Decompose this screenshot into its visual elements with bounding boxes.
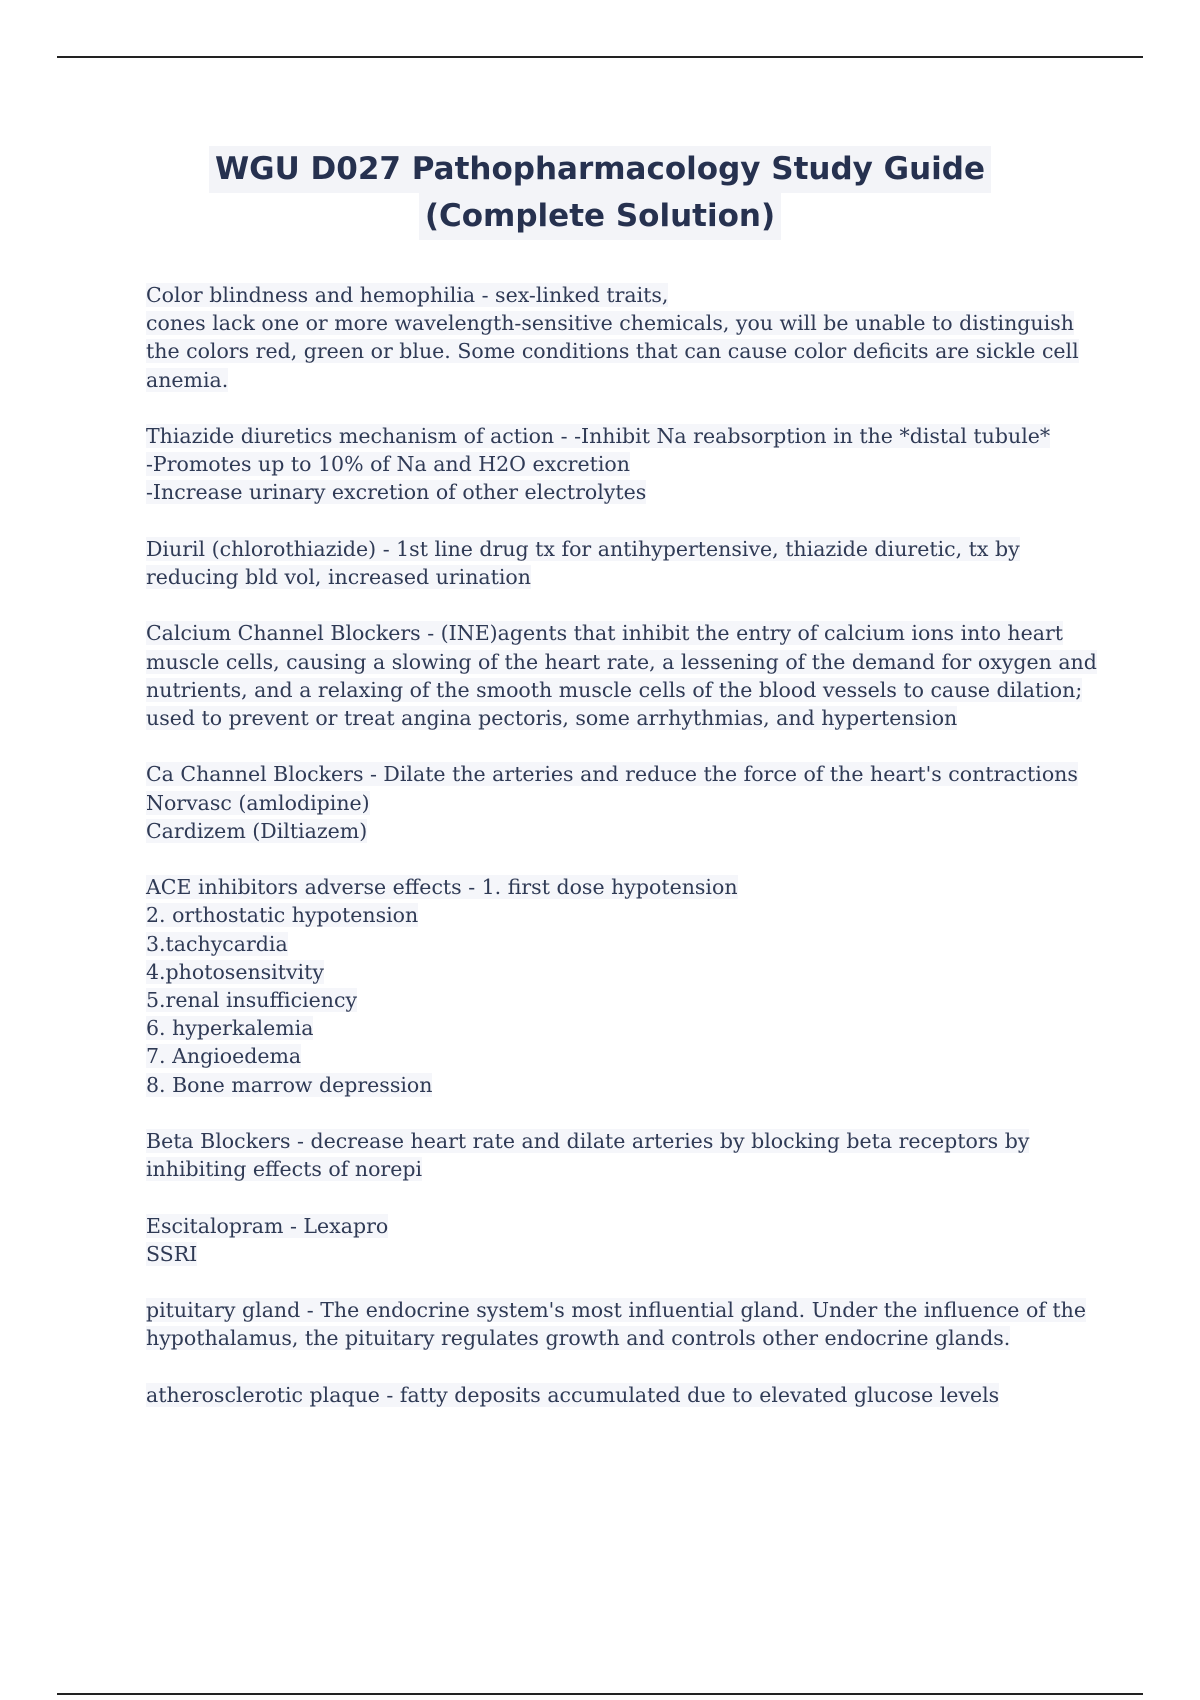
entry-line: 3.tachycardia — [146, 931, 288, 956]
entry-line: 7. Angioedema — [146, 1044, 302, 1069]
entry-color-blindness — [146, 281, 1079, 394]
entry-line: Thiazide diuretics mechanism of action - -Inhibit Na reabsorption in the *distal tubule* — [146, 424, 1051, 448]
entry-line: -Promotes up to 10% of Na and H2O excretion — [146, 452, 630, 477]
entry-line: 5.renal insufficiency — [146, 988, 358, 1012]
entry-line: Ca Channel Blockers - Dilate the arteries and reduce the force of the heart's contractions — [146, 762, 1078, 787]
entry-line: anemia. — [146, 367, 229, 392]
entry-line: atherosclerotic plaque - fatty deposits accumulated due to elevated glucose levels — [146, 1382, 1000, 1407]
entry-line: Norvasc (amlodipine) — [146, 790, 370, 815]
entry-atherosclerotic-plaque — [146, 1381, 1076, 1409]
header-rule — [57, 56, 1143, 58]
entry-diuril — [146, 535, 1076, 591]
study-guide-content — [146, 281, 1097, 1437]
entry-thiazide-diuretics — [146, 422, 1076, 507]
entry-line: 4.photosensitvity — [146, 959, 324, 984]
entry-line: Beta Blockers - decrease heart rate and dilate arteries by blocking beta receptors by — [146, 1129, 1030, 1153]
entry-escitalopram — [146, 1212, 1076, 1268]
entry-line: Escitalopram - Lexapro — [146, 1213, 389, 1238]
entry-line: cones lack one or more wavelength-sensitive chemicals, you will be unable to distinguish — [146, 311, 1074, 336]
entry-line: the colors red, green or blue. Some conditions that can cause color deficits are sickle cell — [146, 339, 1079, 364]
entry-line: hypothalamus, the pituitary regulates growth and controls other endocrine glands. — [146, 1326, 1011, 1351]
entry-line: nutrients, and a relaxing of the smooth muscle cells of the blood vessels to cause dilation; — [146, 677, 1083, 702]
entry-line: ACE inhibitors adverse effects - 1. first dose hypotension — [146, 875, 738, 900]
entry-line: muscle cells, causing a slowing of the heart rate, a lessening of the demand for oxygen and — [146, 649, 1097, 674]
entry-ace-inhibitors — [146, 873, 1076, 1099]
entry-line: inhibiting effects of norepi — [146, 1157, 423, 1182]
entry-line: pituitary gland - The endocrine system's most influential gland. Under the influence of the — [146, 1298, 1086, 1323]
entry-beta-blockers — [146, 1127, 1076, 1183]
entry-line: Cardizem (Diltiazem) — [146, 818, 368, 843]
title-line: WGU D027 Pathopharmacology Study Guide — [209, 146, 991, 193]
entry-calcium-channel-blockers — [146, 619, 1097, 732]
footer-rule — [57, 1693, 1143, 1695]
entry-line: 2. orthostatic hypotension — [146, 903, 419, 928]
entry-line: Diuril (chlorothiazide) - 1st line drug tx for antihypertensive, thiazide diuretic, tx by — [146, 536, 1020, 561]
entry-line: Calcium Channel Blockers - (INE)agents that inhibit the entry of calcium ions into heart — [146, 621, 1064, 646]
entry-ca-channel-blockers — [146, 760, 1076, 845]
title-line: (Complete Solution) — [419, 193, 781, 240]
entry-line: SSRI — [146, 1241, 198, 1266]
entry-line: -Increase urinary excretion of other electrolytes — [146, 480, 647, 505]
entry-line: used to prevent or treat angina pectoris, some arrhythmias, and hypertension — [146, 706, 958, 730]
entry-line: Color blindness and hemophilia - sex-linked traits, — [146, 283, 669, 307]
entry-pituitary-gland — [146, 1296, 1086, 1352]
entry-line: 6. hyperkalemia — [146, 1016, 314, 1041]
document-title — [0, 146, 1200, 240]
entry-line: reducing bld vol, increased urination — [146, 565, 531, 589]
entry-line: 8. Bone marrow depression — [146, 1072, 433, 1097]
